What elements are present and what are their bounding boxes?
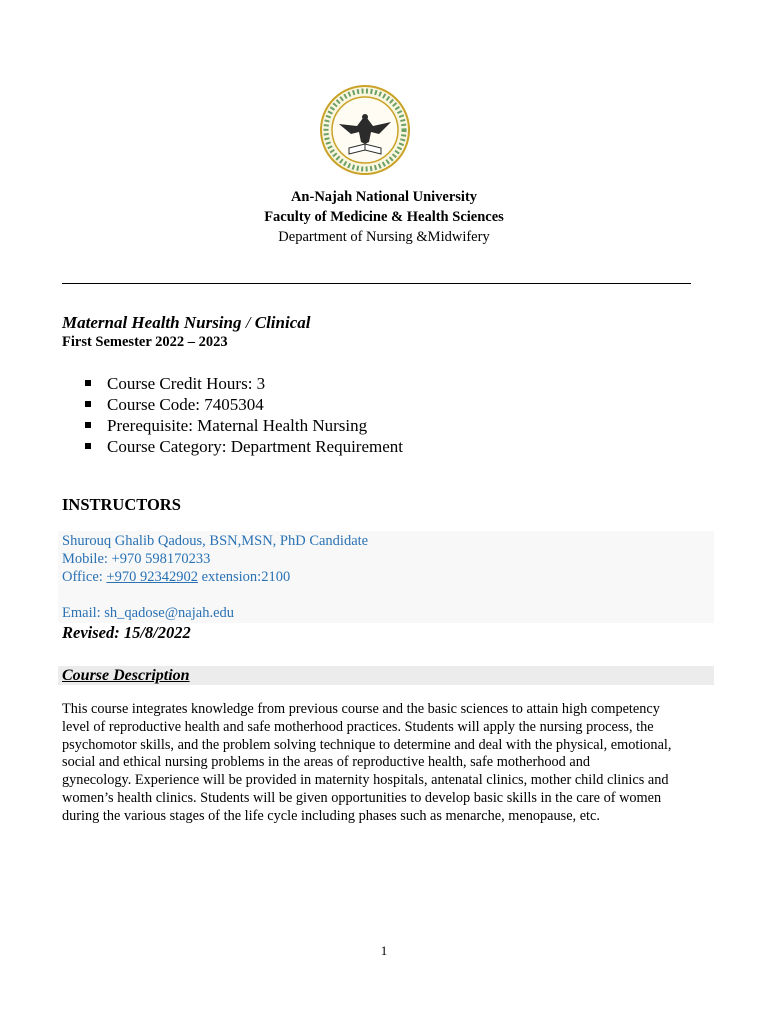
revised-date: Revised: 15/8/2022 bbox=[62, 623, 191, 642]
detail-text: Course Code: 7405304 bbox=[107, 395, 264, 414]
header-divider bbox=[62, 283, 691, 284]
description-line: social and ethical nursing problems in the areas of reproductive health, safe motherhood and bbox=[62, 754, 591, 771]
instructor-email[interactable]: Email: sh_qadose@najah.edu bbox=[62, 605, 235, 621]
university-seal-icon bbox=[319, 84, 411, 176]
list-item bbox=[82, 394, 403, 415]
instructor-name: Shurouq Ghalib Qadous, BSN,MSN, PhD Candidate bbox=[62, 533, 369, 549]
instructor-office bbox=[62, 568, 290, 586]
semester: First Semester 2022 – 2023 bbox=[62, 334, 228, 350]
description-line: during the various stages of the life cycle including phases such as menarche, menopause, etc. bbox=[62, 807, 600, 824]
page-number: 1 bbox=[380, 943, 388, 958]
description-line: This course integrates knowledge from previous course and the basic sciences to attain high competency bbox=[62, 701, 660, 717]
square-bullet-icon bbox=[85, 380, 91, 386]
course-title-suffix: Clinical bbox=[254, 313, 311, 332]
description-line: gynecology. Experience will be provided in maternity hospitals, antenatal clinics, mother child clinics and bbox=[62, 772, 669, 789]
course-title-main: Maternal Health Nursing bbox=[62, 313, 242, 332]
department-name: Department of Nursing &Midwifery bbox=[278, 229, 490, 245]
course-title bbox=[62, 313, 310, 333]
course-title-separator: / bbox=[241, 313, 255, 332]
faculty-name: Faculty of Medicine & Health Sciences bbox=[264, 209, 504, 225]
course-description-heading: Course Description bbox=[62, 667, 190, 684]
description-line: psychomotor skills, and the problem solving technique to determine and deal with the physical, emotional, bbox=[62, 736, 672, 753]
instructor-mobile: Mobile: +970 598170233 bbox=[62, 551, 211, 567]
list-item bbox=[82, 373, 403, 394]
instructor-contact-block bbox=[58, 531, 714, 623]
description-line: women’s health clinics. Students will be given opportunities to develop basic skills in the care of women bbox=[62, 789, 662, 806]
list-item bbox=[82, 415, 403, 436]
square-bullet-icon bbox=[85, 422, 91, 428]
office-label: Office: bbox=[62, 569, 107, 585]
detail-text: Prerequisite: Maternal Health Nursing bbox=[107, 416, 368, 435]
detail-text: Course Category: Department Requirement bbox=[107, 437, 403, 456]
square-bullet-icon bbox=[85, 401, 91, 407]
description-line: level of reproductive health and safe motherhood practices. Students will apply the nursing process, the bbox=[62, 718, 654, 735]
square-bullet-icon bbox=[85, 443, 91, 449]
course-description-text bbox=[62, 701, 714, 826]
detail-text: Course Credit Hours: 3 bbox=[107, 374, 266, 393]
office-phone-link[interactable]: +970 92342902 bbox=[106, 569, 198, 585]
list-item bbox=[82, 436, 403, 457]
university-name: An-Najah National University bbox=[290, 189, 478, 205]
instructors-heading: INSTRUCTORS bbox=[62, 495, 181, 514]
course-details-list bbox=[82, 373, 403, 457]
office-extension: extension:2100 bbox=[197, 569, 291, 585]
